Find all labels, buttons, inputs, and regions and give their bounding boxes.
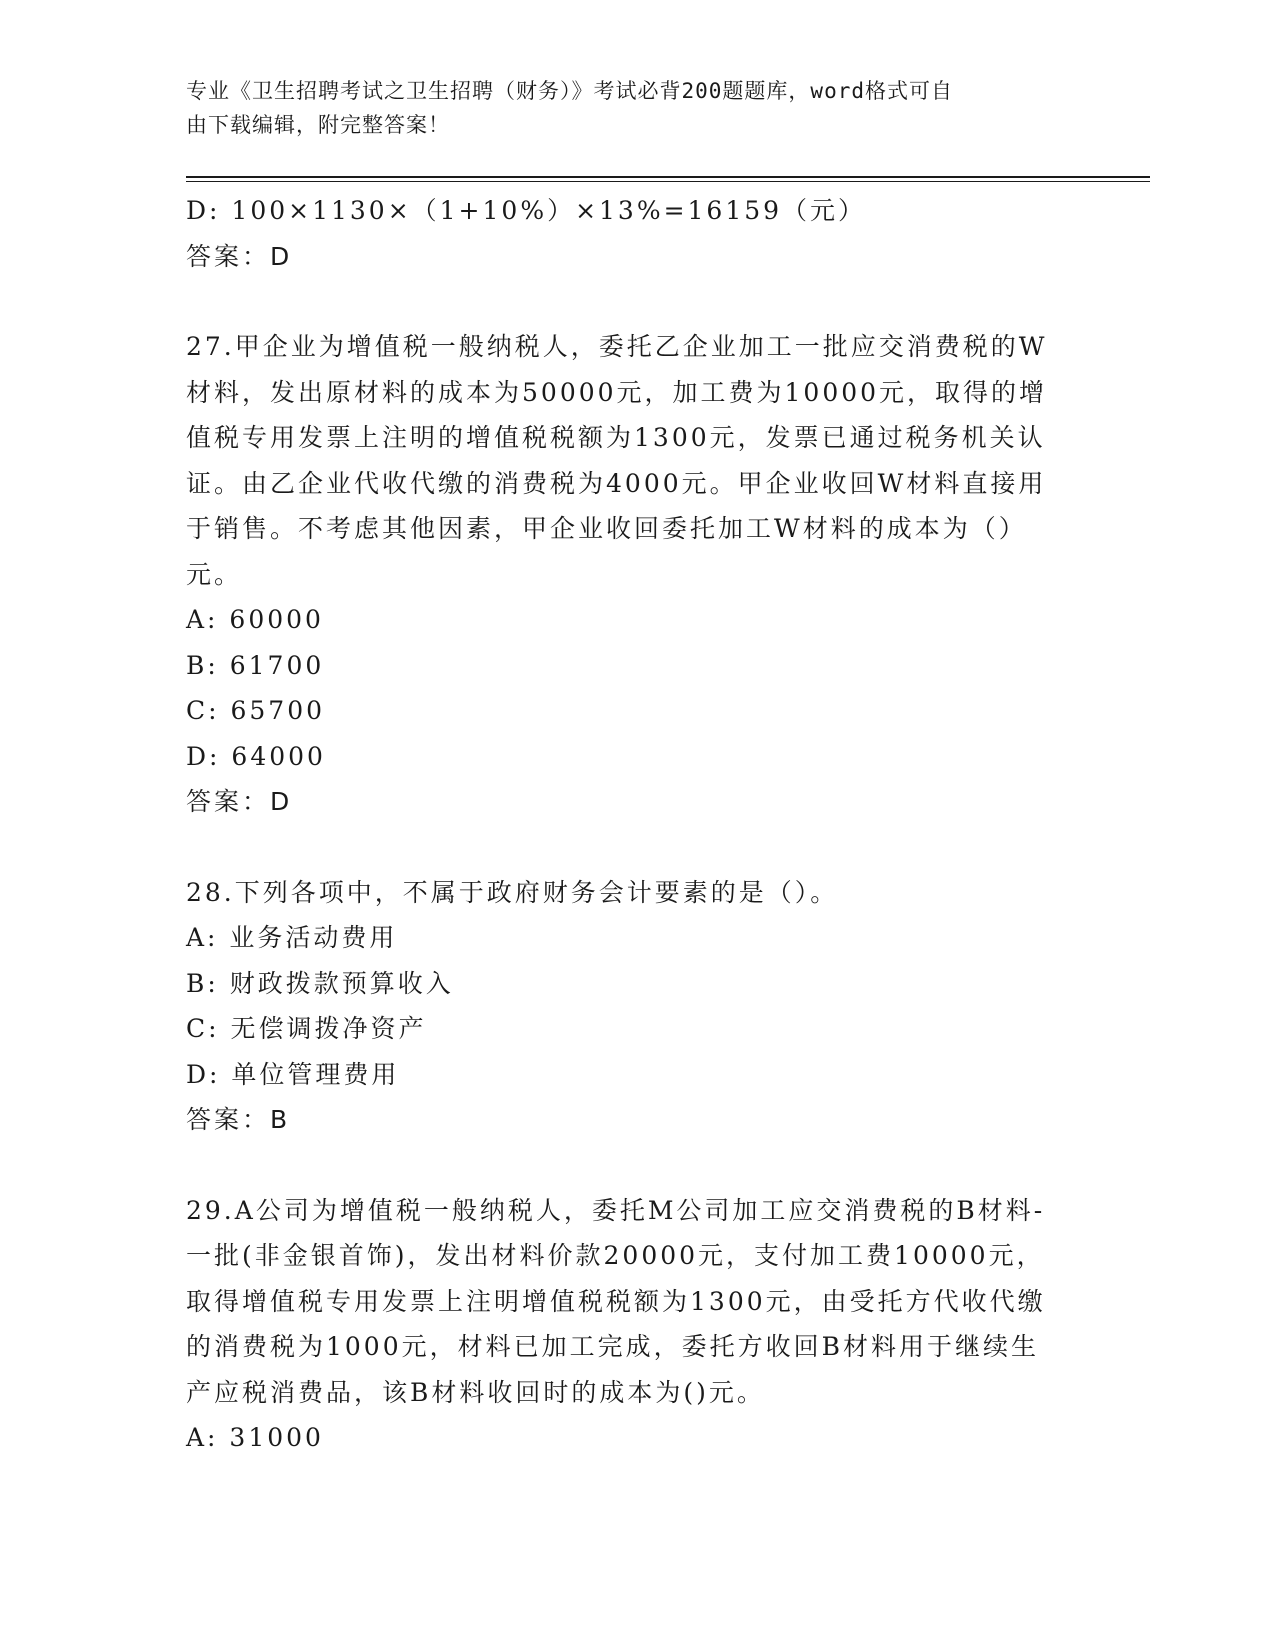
document-body — [186, 188, 1086, 1461]
header-divider-thin — [186, 181, 1150, 182]
option-b: B: 财政拨款预算收入 — [186, 968, 454, 998]
question-stem-line: 29.A公司为增值税一般纳税人，委托M公司加工应交消费税的B材料- — [186, 1195, 1046, 1225]
spacer — [186, 825, 1086, 870]
option-c: C: 无偿调拨净资产 — [186, 1014, 427, 1043]
question-stem-line: 材料，发出原材料的成本为50000元，加工费为10000元，取得的增 — [186, 377, 1048, 407]
question-stem-line: 27.甲企业为增值税一般纳税人，委托乙企业加工一批应交消费税的W — [186, 332, 1048, 361]
question-stem-line: 于销售。不考虑其他因素，甲企业收回委托加工W材料的成本为（） — [186, 514, 1027, 543]
answer: 答案：D — [186, 787, 293, 816]
question-stem — [186, 870, 1086, 916]
question-29 — [186, 1188, 1086, 1461]
question-stem-line: 取得增值税专用发票上注明增值税税额为1300元，由受托方代收代缴 — [186, 1286, 1046, 1316]
option-b: B: 61700 — [186, 650, 325, 680]
header-line-1: 专业《卫生招聘考试之卫生招聘（财务）》考试必背200题题库，word格式可自 — [186, 79, 953, 103]
question-stem — [186, 1188, 1086, 1416]
answer: 答案：B — [186, 1105, 291, 1134]
prev-question-option-d: D: 100×1130×（1+10%）×13%=16159（元） — [186, 196, 867, 225]
question-stem-line: 产应税消费品，该B材料收回时的成本为()元。 — [186, 1377, 765, 1407]
option-d: D: 64000 — [186, 741, 326, 771]
spacer — [186, 1143, 1086, 1188]
question-stem-line: 的消费税为1000元，材料已加工完成，委托方收回B材料用于继续生 — [186, 1332, 1039, 1361]
question-stem-line: 元。 — [186, 559, 243, 589]
spacer — [186, 279, 1086, 324]
page-header — [186, 74, 1066, 142]
option-d: D: 单位管理费用 — [186, 1059, 400, 1089]
header-divider-thick — [186, 176, 1150, 178]
question-stem-line: 28.下列各项中，不属于政府财务会计要素的是（）。 — [186, 877, 839, 907]
option-a: A: 31000 — [186, 1423, 324, 1452]
question-stem-line: 值税专用发票上注明的增值税税额为1300元，发票已通过税务机关认 — [186, 423, 1046, 452]
option-c: C: 65700 — [186, 696, 326, 725]
header-line-2: 由下载编辑，附完整答案！ — [186, 113, 450, 137]
question-stem-line: 证。由乙企业代收代缴的消费税为4000元。甲企业收回W材料直接用 — [186, 468, 1047, 498]
question-28 — [186, 870, 1086, 1143]
option-a: A: 60000 — [186, 605, 324, 634]
option-a: A: 业务活动费用 — [186, 923, 398, 952]
question-stem-line: 一批(非金银首饰)，发出材料价款20000元，支付加工费10000元， — [186, 1241, 1045, 1270]
prev-question-answer: 答案：D — [186, 241, 293, 271]
question-27 — [186, 324, 1086, 825]
question-stem — [186, 324, 1086, 597]
